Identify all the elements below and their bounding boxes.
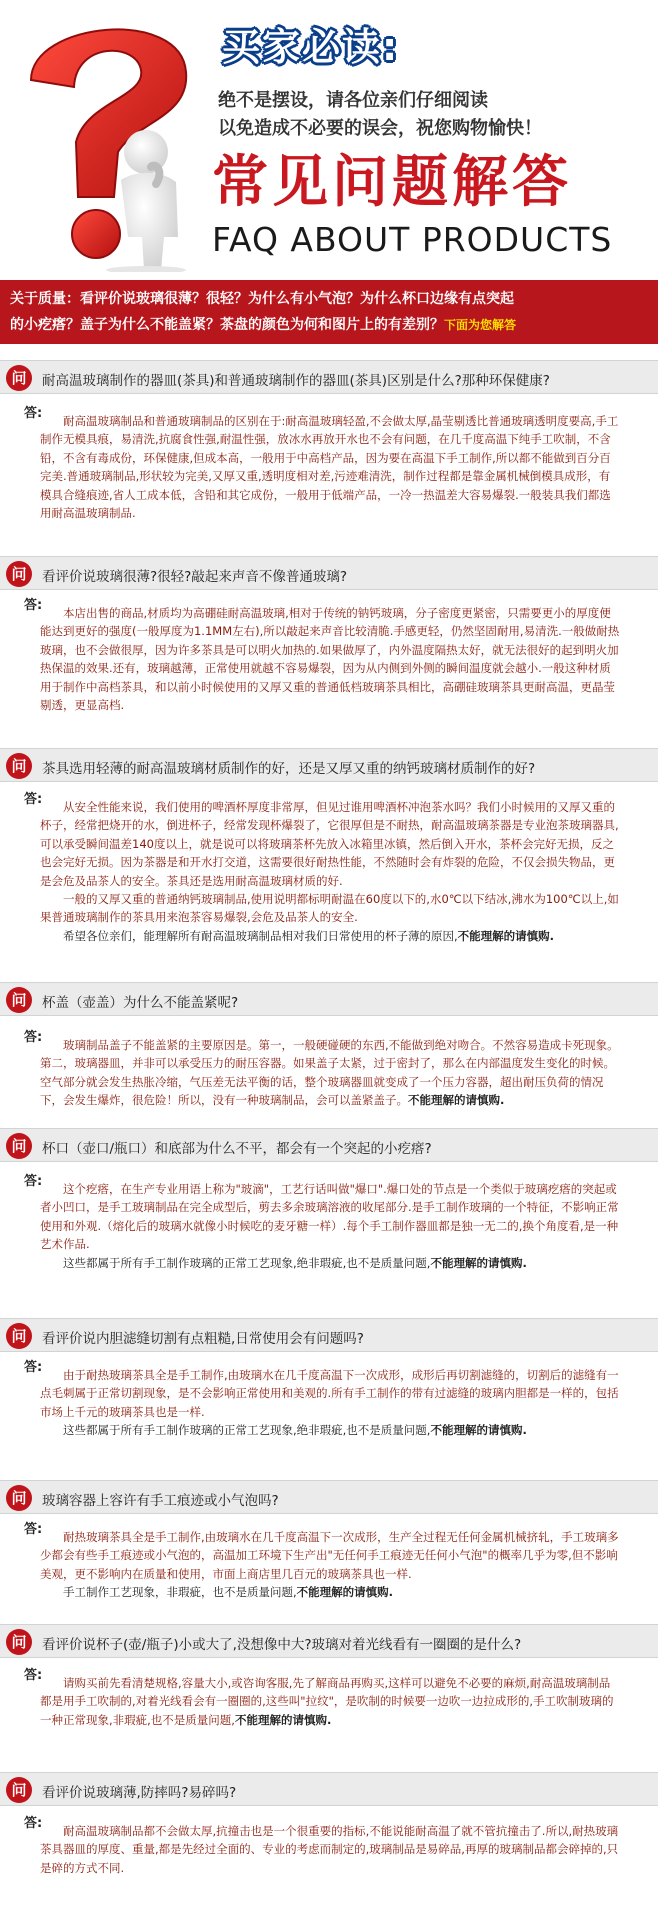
question-icon: 问 — [6, 987, 32, 1013]
answer-paragraph — [40, 604, 620, 714]
answer-paragraph-text: 这些都属于所有手工制作玻璃的正常工艺现象,绝非瑕疵,也不是质量问题, — [63, 1423, 431, 1438]
faq-answer — [40, 1822, 620, 1877]
faq-header — [0, 0, 658, 275]
answer-bold-note: 不能理解的请慎购. — [430, 1255, 527, 1270]
faq-question-row — [0, 1480, 658, 1514]
answer-label: 答: — [24, 1360, 43, 1375]
faq-answer — [40, 1180, 620, 1272]
answer-paragraph-text: 这些都属于所有手工制作玻璃的正常工艺现象,绝非瑕疵,也不是质量问题, — [63, 1255, 431, 1270]
faq-question-text: 杯口（壶口/瓶口）和底部为什么不平，都会有一个突起的小疙瘩? — [42, 1141, 432, 1157]
answer-paragraph — [40, 890, 620, 927]
question-icon: 问 — [6, 1323, 32, 1349]
answer-label: 答: — [24, 1816, 43, 1831]
answer-paragraph-text: 手工制作工艺现象，非瑕疵，也不是质量问题, — [63, 1585, 297, 1600]
answer-paragraph — [40, 1528, 620, 1583]
answer-label: 答: — [24, 406, 43, 421]
faq-question-text: 看评价说玻璃很薄?很轻?敲起来声音不像普通玻璃? — [42, 569, 347, 585]
answer-label: 答: — [24, 1174, 43, 1189]
faq-title-cn: 常见问题解答 — [212, 150, 572, 215]
faq-question-text: 看评价说内胆滤缝切割有点粗糙,日常使用会有问题吗? — [42, 1331, 364, 1347]
answer-label: 答: — [24, 792, 43, 807]
faq-answer — [40, 798, 620, 945]
answer-paragraph-text: 耐热玻璃茶具全是手工制作,由玻璃水在几千度高温下一次成形，生产全过程无任何金属机械挤轧，手工玻璃多少都会有些手工痕迹或小气泡的，高温加工环境下生产出"无任何手工痕迹无任何小气泡"的概率几乎为零,但不影响美观，更不影响内在质量和使用，市面上商店里几百元的玻璃茶具也一样. — [40, 1530, 619, 1581]
quality-banner — [0, 280, 658, 344]
faq-question-text: 杯盖（壶盖）为什么不能盖紧呢? — [42, 995, 239, 1011]
warning-line-2: 以免造成不必要的误会，祝您购物愉快！ — [218, 118, 542, 139]
banner-line-1: 关于质量：看评价说玻璃很薄？很轻？为什么有小气泡？为什么杯口边缘有点突起 — [10, 291, 514, 307]
answer-paragraph — [40, 1421, 620, 1439]
faq-answer — [40, 412, 620, 522]
faq-answer — [40, 1036, 620, 1110]
faq-question-row — [0, 1128, 658, 1162]
answer-paragraph — [40, 1254, 620, 1272]
question-icon: 问 — [6, 365, 32, 391]
answer-label: 答: — [24, 1668, 43, 1683]
faq-question-text: 耐高温玻璃制作的器皿(茶具)和普通玻璃制作的器皿(茶具)区别是什么?那种环保健康? — [42, 373, 550, 389]
answer-paragraph-text: 从安全性能来说，我们使用的啤酒杯厚度非常厚，但见过谁用啤酒杯冲泡茶水吗？我们小时候用的又厚又重的杯子，经常把烧开的水，倒进杯子，经常发现杯爆裂了，它很厚但是不耐热，耐高温玻璃茶器是专业泡茶玻璃器具,可以承受瞬间温差140度以上，就是说可以将玻璃茶杯先放入冰箱里冰镇，然后倒入开水，茶杯会完好无损，反之也会完好无损。因为茶器是和开水打交道，这需要很好耐热性能，不然随时会有炸裂的危险，不仅会损失物品，更是会危及品茶人的安全。茶具还是选用耐高温玻璃材质的好. — [40, 800, 619, 888]
faq-question-text: 玻璃容器上容许有手工痕迹或小气泡吗? — [42, 1493, 279, 1509]
faq-question-row — [0, 982, 658, 1016]
faq-question-row — [0, 1624, 658, 1658]
question-icon: 问 — [6, 1133, 32, 1159]
question-icon: 问 — [6, 1777, 32, 1803]
warning-line-1: 绝不是摆设，请各位亲们仔细阅读 — [218, 90, 488, 111]
answer-bold-note: 不能理解的请慎购. — [457, 928, 555, 943]
faq-question-text: 看评价说玻璃薄,防摔吗?易碎吗? — [42, 1785, 237, 1801]
faq-question-row — [0, 1772, 658, 1806]
faq-answer — [40, 1366, 620, 1440]
answer-paragraph-text: 本店出售的商品,材质均为高硼硅耐高温玻璃,相对于传统的钠钙玻璃，分子密度更紧密，只需要更小的厚度便能达到更好的强度(一般厚度为1.1MM左右),所以敲起来声音比较清脆.手感更轻，仍然坚固耐用,易清洗.一般做耐热玻璃，也不会做很厚，因为许多茶具是可以明火加热的.如果做厚了，内外温度隔热太好，就无法很好的起到明火加热保温的效果.还有，玻璃越薄，正常使用就越不容易爆裂，因为从内侧到外侧的瞬间温度就会越小.一般这种材质用于制作中高档茶具，和以前小时候使用的又厚又重的普通低档玻璃茶具相比，高硼硅玻璃茶具更耐高温，更晶莹剔透，更显高档. — [40, 606, 620, 713]
faq-answer — [40, 1528, 620, 1602]
answer-paragraph-text: 希望各位亲们，能理解所有耐高温玻璃制品相对我们日常使用的杯子薄的原因, — [63, 928, 458, 943]
answer-paragraph-text: 由于耐热玻璃茶具全是手工制作,由玻璃水在几千度高温下一次成形，成形后再切割滤缝的，切割后的滤缝有一点毛刺属于正常切割现象，是不会影响正常使用和美观的.所有手工制作的带有过滤缝的玻璃内胆都是一样的，包括市场上千元的玻璃茶具也是一样. — [40, 1368, 619, 1419]
answer-paragraph-text: 耐高温玻璃制品和普通玻璃制品的区别在于:耐高温玻璃轻盈,不会做太厚,晶莹剔透比普通玻璃透明度要高,手工制作无模具痕，易清洗,抗腐食性强,耐温性强，放冰水再放开水也不会有问题，在几千度高温下纯手工吹制，不含铅，不含有毒成份，环保健康,但成本高，一般用于中高档产品，因为要在高温下手工制作,所以都不能做到百分百完美.普通玻璃制品,形状较为完美,又厚又重,透明度相对差,污迹难清洗，制作过程都是靠金属机械倒模具成形，有模具合缝痕迹,省人工成本低，含铅和其它成份，一般用于低端产品，一冷一热温差大容易爆裂.一般装具我们都选用耐高温玻璃制品. — [40, 414, 619, 521]
faq-answer — [40, 1674, 620, 1729]
answer-paragraph — [40, 412, 620, 522]
faq-question-text: 看评价说杯子(壶/瓶子)小或大了,没想像中大?玻璃对着光线看有一圈圈的是什么? — [42, 1637, 522, 1653]
banner-line-2 — [10, 314, 516, 334]
question-icon: 问 — [6, 753, 32, 779]
answer-paragraph-text: 耐高温玻璃制品都不会做太厚,抗撞击也是一个很重要的指标,不能说能耐高温了就不管抗撞击了.所以,耐热玻璃茶具器皿的厚度、重量,都是先经过全面的、专业的考虑而制定的,玻璃制品是易碎品,再厚的玻璃制品都会碎掉的,只是碎的方式不同. — [40, 1824, 619, 1875]
question-icon: 问 — [6, 1485, 32, 1511]
answer-bold-note: 不能理解的请慎购. — [408, 1093, 505, 1108]
faq-question-text: 茶具选用轻薄的耐高温玻璃材质制作的好，还是又厚又重的纳钙玻璃材质制作的好? — [42, 761, 536, 777]
answer-paragraph — [40, 1036, 620, 1110]
faq-question-row — [0, 748, 658, 782]
faq-title-en: FAQ ABOUT PRODUCTS — [212, 220, 613, 259]
answer-paragraph — [40, 1822, 620, 1877]
answer-paragraph — [40, 1366, 620, 1421]
answer-paragraph — [40, 1180, 620, 1254]
banner-highlight: 下面为您解答 — [444, 318, 517, 332]
answer-bold-note: 不能理解的请慎购. — [430, 1423, 527, 1438]
answer-label: 答: — [24, 1030, 43, 1045]
banner-line-2-main: 的小疙瘩？盖子为什么不能盖紧？茶盘的颜色为何和图片上的有差别？ — [10, 317, 444, 333]
answer-paragraph-text: 玻璃制品盖子不能盖紧的主要原因是。第一，一般硬碰硬的东西,不能做到绝对吻合。不然容易造成卡死现象。第二，玻璃器皿，并非可以承受压力的耐压容器。如果盖子太紧，过于密封了，那么在内部温度发生变化的时候。空气部分就会发生热胀冷缩，气压差无法平衡的话，整个玻璃器皿就变成了一个压力容器，超出耐压负荷的情况下，会发生爆炸，很危险！所以，没有一种玻璃制品，会可以盖紧盖子。 — [40, 1038, 619, 1108]
answer-paragraph — [40, 1674, 620, 1729]
faq-question-row — [0, 1318, 658, 1352]
question-icon: 问 — [6, 1629, 32, 1655]
answer-bold-note: 不能理解的请慎购. — [234, 1712, 332, 1727]
buyer-must-read-title: 买家必读: — [222, 25, 400, 69]
answer-paragraph — [40, 927, 620, 945]
question-mark-figure-icon — [6, 2, 206, 272]
answer-paragraph-text: 一般的又厚又重的普通纳钙玻璃制品,使用说明都标明耐温在60度以下的,水0℃以下结冰,沸水为100℃以上,如果普通玻璃制作的茶具用来泡茶容易爆裂,会危及品茶人的安全. — [40, 892, 619, 925]
faq-answer — [40, 604, 620, 714]
answer-label: 答: — [24, 1522, 43, 1537]
answer-bold-note: 不能理解的请慎购. — [296, 1585, 394, 1600]
answer-label: 答: — [24, 598, 43, 613]
answer-paragraph-text: 这个疙瘩，在生产专业用语上称为"玻滴"，工艺行话叫做"爆口".爆口处的节点是一个类似于玻璃疙瘩的突起或者小凹口，是手工玻璃制品在完全成型后，剪去多余玻璃溶液的收尾部分.是手工制作玻璃的一个特征，不影响正常使用和外观.（熔化后的玻璃水就像小时候吃的麦牙糖一样）.每个手工制作器皿都是独一无二的,换个角度看,是一种艺术作品. — [40, 1182, 619, 1252]
faq-question-row — [0, 360, 658, 394]
faq-question-row — [0, 556, 658, 590]
answer-paragraph — [40, 798, 620, 890]
answer-paragraph — [40, 1583, 620, 1601]
answer-paragraph-text: 请购买前先看清楚规格,容量大小,或咨询客服,先了解商品再购买,这样可以避免不必要的麻烦,耐高温玻璃制品都是用手工吹制的,对着光线看会有一圈圈的,这些叫"拉纹"，是吹制的时候要一边吹一边拉成形的,手工吹制玻璃的一种正常现象,非瑕疵,也不是质量问题, — [40, 1676, 614, 1727]
question-icon: 问 — [6, 561, 32, 587]
